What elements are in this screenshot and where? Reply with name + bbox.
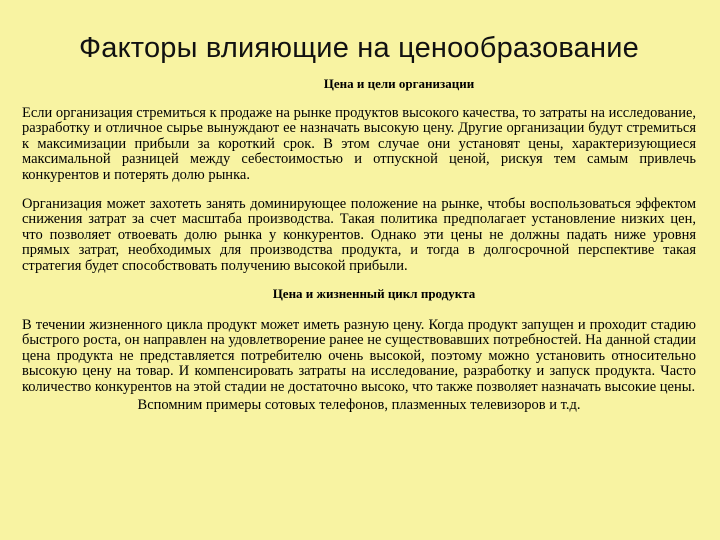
paragraph-lifecycle: В течении жизненного цикла продукт может иметь разную цену. Когда продукт запущен и проходит стадию быстрого роста, он направлен на удовлетворение ранее не существовавших потребностей. На данной стадии цена продукта не представляется потребителю очень высокой, поэтому можно установить относительно высокую цену на товар. И компенсировать затраты на исследование, разработку и запуск продукта. Часто количество конкурентов на этой стадии не достаточно высоко, что также позволяет назначать высокие цены.	[22, 317, 696, 395]
section-heading-goals: Цена и цели организации	[323, 76, 475, 91]
section-heading-lifecycle: Цена и жизненный цикл продукта	[272, 286, 476, 302]
paragraph-market-dominance: Организация может захотеть занять доминирующее положение на рынке, чтобы воспользоваться эффектом снижения затрат за счет масштаба производства. Такая политика предполагает установление низких цен, что позволяет отвоевать долю рынка у конкурентов. Однако эти цены не должны падать ниже уровня прямых затрат, необходимых для производства продукта, и тогда в долгосрочной перспективе такая стратегия будет способствовать получению высокой прибыли.	[22, 196, 696, 274]
slide-title: Факторы влияющие на ценообразование	[79, 32, 639, 64]
closing-examples: Вспомним примеры сотовых телефонов, плазменных телевизоров и т.д.	[137, 397, 581, 414]
paragraph-quality-strategy: Если организация стремиться к продаже на рынке продуктов высокого качества, то затраты на исследование, разработку и отличное сырье вынуждают ее назначать высокую цену. Другие организации будут стремиться к максимизации прибыли за короткий срок. В этом случае они установят цены, характеризующиеся максимальной разницей между себестоимостью и отпускной ценой, рискуя тем самым привлечь конкурентов и потерять долю рынка.	[22, 105, 697, 183]
